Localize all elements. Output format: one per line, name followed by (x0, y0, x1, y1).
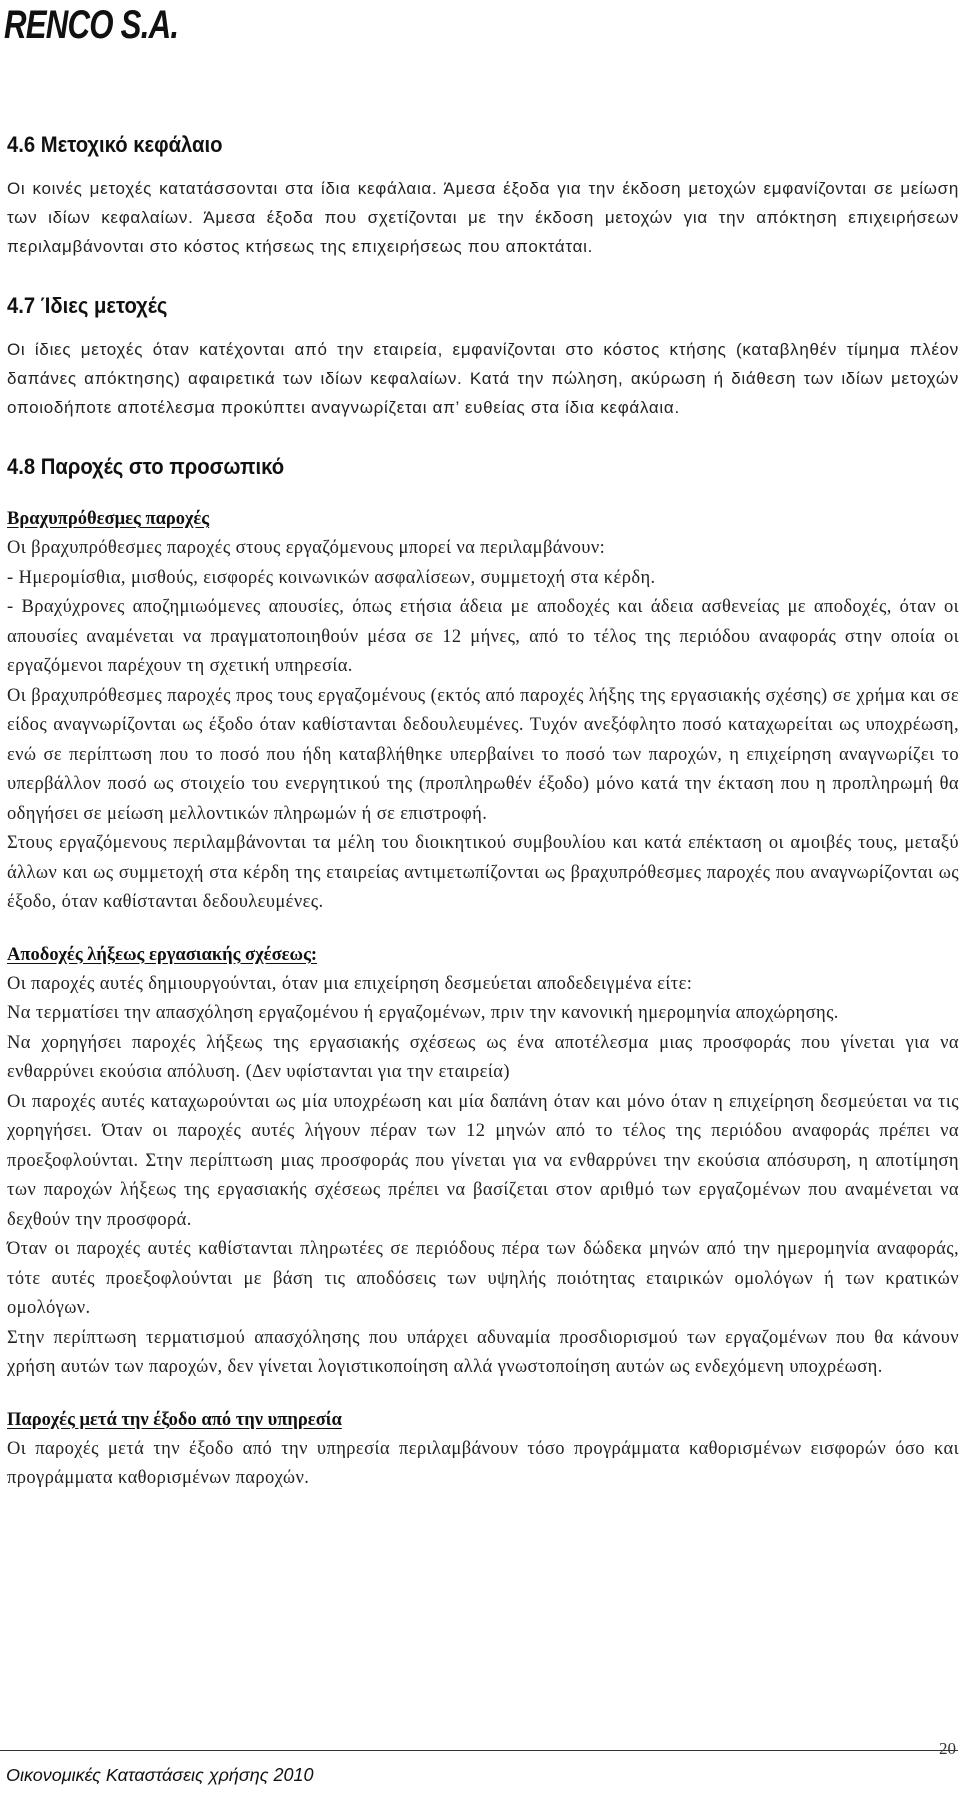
page-footer (0, 1739, 958, 1793)
paragraph: Οι παροχές αυτές δημιουργούνται, όταν μια επιχείρηση δεσμεύεται αποδεδειγμένα είτε: (7, 973, 693, 994)
section-heading-treasury-shares: 4.7 Ίδιες μετοχές (7, 293, 168, 318)
paragraph: Στους εργαζόμενους περιλαμβάνονται τα μέλη του διοικητικού συμβουλίου και κατά επέκταση οι αμοιβές τους, μεταξύ άλλων και ως συμμετοχή στα κέρδη της εταιρείας αντιμετωπίζονται ως βραχυπρόθεσμες παροχές που αναγνωρίζονται ως έξοδο, όταν καθίστανται δεδουλευμένες. (7, 833, 959, 912)
paragraph: Όταν οι παροχές αυτές καθίστανται πληρωτέες σε περιόδους πέρα των δώδεκα μηνών από την ημερομηνία αναφοράς, τότε αυτές προεξοφλούνται με βάση τις αποδόσεις των υψηλής ποιότητας εταιρικών ομολόγων ή των κρατικών ομολόγων. (7, 1239, 959, 1318)
paragraph: Οι βραχυπρόθεσμες παροχές προς τους εργαζομένους (εκτός από παροχές λήξης της εργασιακής σχέσης) σε χρήμα και σε είδος αναγνωρίζονται ως έξοδο όταν καθίστανται δεδουλευμένες. Τυχόν ανεξόφλητο ποσό καταχωρείται ως υποχρέωση, ενώ σε περίπτωση που το ποσό που ήδη καταβλήθηκε υπερβαίνει το ποσό των παροχών, η επιχείρηση αναγνωρίζει το υπερβάλλον ποσό ως στοιχείο του ενεργητικού της (προπληρωθέν έξοδο) μόνο κατά την έκταση που η προπληρωμή θα οδηγήσει σε μείωση μελλοντικών πληρωμών ή σε επιστροφή. (7, 685, 959, 824)
paragraph: Να τερματίσει την απασχόληση εργαζομένου ή εργαζομένων, πριν την κανονική ημερομηνία αποχώρησης. (7, 1003, 839, 1023)
subsection-heading-post-employment-benefits: Παροχές μετά την έξοδο από την υπηρεσία (7, 1409, 342, 1430)
section-heading-share-capital: 4.6 Μετοχικό κεφάλαιο (7, 132, 223, 157)
subsection-heading-termination-benefits: Αποδοχές λήξεως εργασιακής σχέσεως: (7, 944, 318, 965)
paragraph: Οι βραχυπρόθεσμες παροχές στους εργαζόμενους μπορεί να περιλαμβάνουν: (7, 538, 606, 558)
paragraph: - Ημερομίσθια, μισθούς, εισφορές κοινωνικών ασφαλίσεων, συμμετοχή στα κέρδη. (7, 567, 656, 588)
company-logo: RENCO S.A. (4, 3, 179, 47)
paragraph: Οι ίδιες μετοχές όταν κατέχονται από την εταιρεία, εμφανίζονται στο κόστος κτήσης (καταβληθέν τίμημα πλέον δαπάνες απόκτησης) αφαιρετικά των ιδίων κεφαλαίων. Κατά την πώληση, ακύρωση ή διάθεση των ιδίων μετοχών οποιοδήποτε αποτέλεσμα προκύπτει αναγνωρίζεται απ’ ευθείας στα ίδια κεφάλαια. (7, 340, 959, 417)
document-body (7, 130, 959, 1494)
paragraph: Οι παροχές μετά την έξοδο από την υπηρεσία περιλαμβάνουν τόσο προγράμματα καθορισμένων εισφορών όσο και προγράμματα καθορισμένων παροχών. (7, 1438, 959, 1488)
page-number: 20 (939, 1739, 956, 1758)
paragraph: - Βραχύχρονες αποζημιωόμενες απουσίες, όπως ετήσια άδεια με αποδοχές και άδεια ασθενείας με αποδοχές, όταν οι απουσίες αναμένεται να πραγματοποιηθούν μέσα σε 12 μήνες, από το τέλος της περιόδου αναφοράς στην οποία οι εργαζόμενοι παρέχουν τη σχετική υπηρεσία. (7, 597, 959, 676)
paragraph: Οι κοινές μετοχές κατατάσσονται στα ίδια κεφάλαια. Άμεσα έξοδα για την έκδοση μετοχών εμφανίζονται σε μείωση των ιδίων κεφαλαίων. Άμεσα έξοδα που σχετίζονται με την έκδοση μετοχών για την απόκτηση επιχειρήσεων περιλαμβάνονται στο κόστος κτήσεως της επιχειρήσεως που αποκτάται. (7, 179, 959, 256)
paragraph: Οι παροχές αυτές καταχωρούνται ως μία υποχρέωση και μία δαπάνη όταν και μόνο όταν η επιχείρηση δεσμεύεται να τις χορηγήσει. Όταν οι παροχές αυτές λήγουν πέραν των 12 μηνών από το τέλος της περιόδου αναφοράς πρέπει να προεξοφλούνται. Στην περίπτωση μιας προσφοράς που γίνεται για να ενθαρρύνει την εκούσια απόσυρση, η αποτίμηση των παροχών λήξεως της εργασιακής σχέσεως πρέπει να βασίζεται στον αριθμό των εργαζομένων που αναμένεται να δεχθούν την προσφορά. (7, 1091, 959, 1230)
footer-document-title: Οικονομικές Καταστάσεις χρήσης 2010 (6, 1765, 314, 1785)
section-heading-employee-benefits: 4.8 Παροχές στο προσωπικό (7, 454, 285, 479)
paragraph: Στην περίπτωση τερματισμού απασχόλησης που υπάρχει αδυναμία προσδιορισμού των εργαζομένων που θα κάνουν χρήση αυτών των παροχών, δεν γίνεται λογιστικοποίηση αλλά γνωστοποίηση αυτών ως ενδεχόμενη υποχρέωση. (7, 1327, 959, 1377)
paragraph: Να χορηγήσει παροχές λήξεως της εργασιακής σχέσεως ως ένα αποτέλεσμα μιας προσφοράς που γίνεται για να ενθαρρύνει εκούσια απόλυση. (Δεν υφίστανται για την εταιρεία) (7, 1032, 959, 1082)
subsection-heading-short-term-benefits: Βραχυπρόθεσμες παροχές (7, 509, 210, 529)
